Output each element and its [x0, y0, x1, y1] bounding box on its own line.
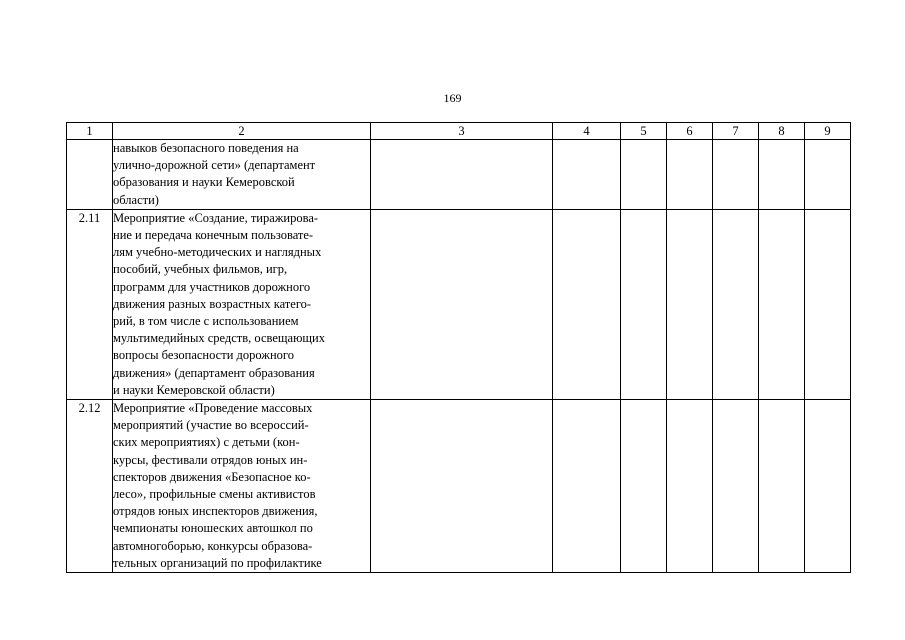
- empty-cell: [621, 400, 667, 573]
- table-body: [67, 140, 851, 573]
- description-line: движения» (департамент образования: [113, 365, 315, 380]
- description-line: автомногоборью, конкурсы образова-: [113, 538, 313, 553]
- description-line: навыков безопасного поведения на: [113, 141, 299, 155]
- program-table: [66, 122, 851, 573]
- description-line: чемпионаты юношеских автошкол по: [113, 521, 313, 536]
- empty-cell: [371, 140, 553, 210]
- description-line: тельных организаций по профилактике: [113, 555, 322, 570]
- item-description: [113, 140, 371, 210]
- description-line: спекторов движения «Безопасное ко-: [113, 469, 311, 484]
- description-line: Мероприятие «Создание, тиражирова-: [113, 210, 319, 225]
- table-row: [67, 209, 851, 399]
- column-header: 1: [67, 123, 113, 140]
- page-number: 169: [443, 91, 462, 105]
- description-line: образования и науки Кемеровской: [113, 175, 295, 190]
- description-line: курсы, фестивали отрядов юных ин-: [113, 452, 308, 467]
- column-header: 2: [113, 123, 371, 140]
- table-row: [67, 140, 851, 210]
- description-line: вопросы безопасности дорожного: [113, 348, 294, 363]
- empty-cell: [621, 209, 667, 399]
- item-description: [113, 209, 371, 399]
- description-line: пособий, учебных фильмов, игр,: [113, 262, 288, 277]
- empty-cell: [371, 400, 553, 573]
- empty-cell: [667, 400, 713, 573]
- empty-cell: [621, 140, 667, 210]
- description-line: мероприятий (участие во всероссий-: [113, 418, 309, 433]
- description-line: области): [113, 192, 159, 207]
- empty-cell: [713, 140, 759, 210]
- empty-cell: [805, 400, 851, 573]
- item-description: [113, 400, 371, 573]
- description-line: отрядов юных инспекторов движения,: [113, 504, 318, 519]
- empty-cell: [759, 400, 805, 573]
- item-number: [67, 140, 113, 210]
- description-line: программ для участников дорожного: [113, 279, 311, 294]
- description-line: ние и передача конечным пользовате-: [113, 228, 314, 243]
- column-header: 9: [805, 123, 851, 140]
- empty-cell: [805, 209, 851, 399]
- item-number: 2.12: [67, 400, 113, 573]
- empty-cell: [713, 209, 759, 399]
- column-header: 6: [667, 123, 713, 140]
- empty-cell: [553, 140, 621, 210]
- column-header: 4: [553, 123, 621, 140]
- item-number: 2.11: [67, 209, 113, 399]
- header-row: [67, 123, 851, 140]
- empty-cell: [713, 400, 759, 573]
- column-header: 8: [759, 123, 805, 140]
- description-line: и науки Кемеровской области): [113, 382, 275, 397]
- empty-cell: [371, 209, 553, 399]
- description-line: рий, в том числе с использованием: [113, 314, 299, 329]
- empty-cell: [667, 209, 713, 399]
- empty-cell: [805, 140, 851, 210]
- empty-cell: [553, 400, 621, 573]
- description-line: лесо», профильные смены активистов: [113, 487, 316, 502]
- column-header: 7: [713, 123, 759, 140]
- empty-cell: [667, 140, 713, 210]
- column-header: 3: [371, 123, 553, 140]
- description-line: Мероприятие «Проведение массовых: [113, 401, 313, 416]
- description-line: лям учебно-методических и наглядных: [113, 245, 322, 260]
- description-line: улично-дорожной сети» (департамент: [113, 158, 316, 173]
- empty-cell: [759, 209, 805, 399]
- description-line: мультимедийных средств, освещающих: [113, 331, 325, 346]
- description-line: движения разных возрастных катего-: [113, 296, 312, 311]
- empty-cell: [759, 140, 805, 210]
- table-row: [67, 400, 851, 573]
- empty-cell: [553, 209, 621, 399]
- description-line: ских мероприятиях) с детьми (кон-: [113, 435, 300, 450]
- column-header: 5: [621, 123, 667, 140]
